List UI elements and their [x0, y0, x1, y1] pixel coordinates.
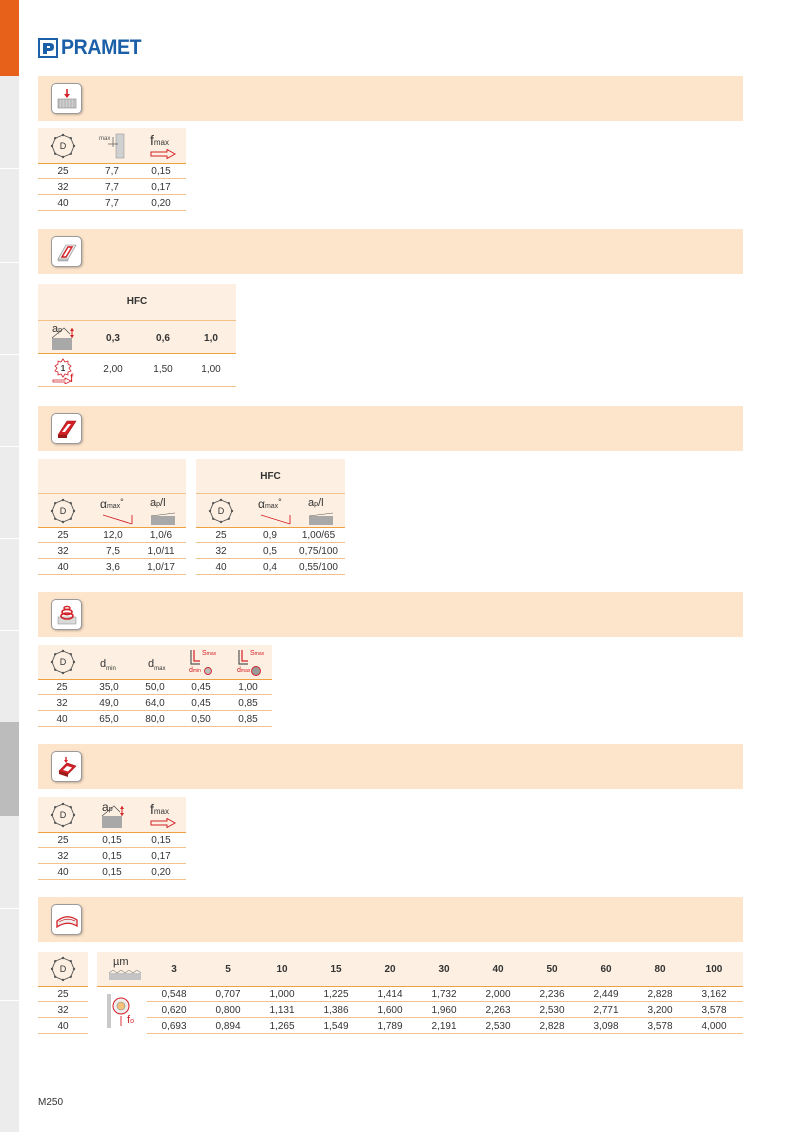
svg-text:D: D [217, 506, 225, 516]
alpha-max-icon: αmax° [258, 497, 298, 527]
hfc-title: HFC [126, 296, 148, 307]
table-cell: 7,7 [105, 166, 119, 177]
table-cell: 7,5 [106, 546, 120, 557]
roughness-value: 50 [546, 964, 558, 975]
table-cell: 2,828 [539, 1021, 565, 1032]
ramping-icon [51, 413, 82, 444]
ap-value: 0,6 [156, 333, 170, 344]
table-row [147, 1019, 743, 1034]
table-cell: 3,578 [701, 1005, 727, 1016]
roughness-value: 40 [492, 964, 504, 975]
table-cell: 1,414 [377, 989, 403, 1000]
table-cell: 50,0 [145, 682, 165, 693]
svg-text:D: D [59, 810, 67, 820]
feed-row [38, 354, 236, 387]
f-label: f [70, 371, 74, 385]
ap-label: ap [52, 323, 63, 335]
table-cell: 0,55/100 [299, 562, 338, 573]
helical-table [38, 645, 272, 727]
brand-logo [38, 36, 147, 60]
table-cell: 32 [57, 546, 69, 557]
table-cell: 0,45 [191, 682, 211, 693]
side-strip [0, 0, 19, 1132]
roughness-value: 60 [600, 964, 612, 975]
roughness-unit-icon: µm [109, 958, 141, 982]
table-row [38, 560, 186, 575]
table-header [38, 128, 186, 164]
table-cell: 0,894 [215, 1021, 241, 1032]
dmin-label: $d_{min}$ [100, 658, 116, 672]
roughness-value: 100 [705, 964, 723, 975]
roughness-value: 10 [276, 964, 288, 975]
section-ramp-band [38, 406, 743, 451]
hfc-title: HFC [260, 471, 281, 482]
table-cell: 2,449 [593, 989, 619, 1000]
table-cell: 0,85 [238, 698, 258, 709]
table-row [38, 196, 186, 211]
roughness-value: 3 [171, 964, 177, 975]
table-cell: 1,0/17 [147, 562, 175, 573]
table-cell: 1,789 [377, 1021, 403, 1032]
table-header [97, 952, 743, 987]
table-cell: 0,9 [263, 530, 277, 541]
table-cell: 3,200 [647, 1005, 673, 1016]
roughness-value: 20 [384, 964, 396, 975]
diameter-icon [50, 498, 76, 524]
pocket-table [38, 797, 186, 880]
smax-dmin-icon: Smax dmin [189, 650, 217, 674]
max-label: max [99, 136, 111, 142]
diameter-value: 25 [57, 989, 69, 1000]
table-row [38, 528, 186, 543]
diameter-value: 40 [57, 1021, 69, 1032]
diameter-icon [50, 649, 76, 675]
pramet-logo-icon [38, 38, 58, 58]
table-cell: 1,960 [431, 1005, 457, 1016]
table-row [38, 544, 186, 559]
table-row [38, 696, 272, 711]
table-cell: 25 [57, 835, 69, 846]
fmax-icon: fmax [150, 801, 180, 831]
table-header [38, 645, 272, 680]
max-depth-icon [98, 132, 128, 160]
table-cell: 3,162 [701, 989, 727, 1000]
table-cell: 25 [56, 682, 68, 693]
ap-per-length-icon: ap/l [150, 497, 184, 527]
section-helical-band [38, 592, 743, 637]
table-cell: 0,15 [102, 851, 122, 862]
table-cell: 1,265 [269, 1021, 295, 1032]
table-cell: 1,00 [238, 682, 258, 693]
ap-row [38, 320, 236, 354]
table-cell: 25 [57, 530, 69, 541]
table-cell: 2,530 [539, 1005, 565, 1016]
pocket-milling-icon [51, 751, 82, 782]
ap-per-length-icon: ap/l [308, 497, 342, 527]
table-cell: 1,000 [269, 989, 295, 1000]
svg-text:D: D [59, 657, 67, 667]
table-cell: 0,15 [151, 835, 171, 846]
table-cell: 0,15 [102, 867, 122, 878]
table-cell: 0,15 [102, 835, 122, 846]
table-cell: 1,600 [377, 1005, 403, 1016]
table-header [38, 493, 186, 528]
table-cell: 40 [57, 562, 69, 573]
table-cell: 32 [57, 182, 69, 193]
table-row [38, 712, 272, 727]
svg-text:1: 1 [60, 364, 66, 373]
table-cell: 2,530 [485, 1021, 511, 1032]
table-row [38, 849, 186, 864]
table-header [196, 493, 345, 528]
table-cell: 0,20 [151, 867, 171, 878]
table-cell: 2,191 [431, 1021, 457, 1032]
table-cell: 40 [56, 714, 68, 725]
diameter-icon [50, 802, 76, 828]
table-cell: 0,50 [191, 714, 211, 725]
table-cell: 0,707 [215, 989, 241, 1000]
table-cell: 1,225 [323, 989, 349, 1000]
table-cell: 0,800 [215, 1005, 241, 1016]
table-cell: 65,0 [99, 714, 119, 725]
table-row [196, 544, 345, 559]
feed-value: 1,50 [153, 364, 173, 375]
fmax-icon: fmax [150, 132, 180, 162]
table-cell: 2,263 [485, 1005, 511, 1016]
side-accent-tab [0, 0, 19, 76]
table-cell: 0,4 [263, 562, 277, 573]
ramp-table-left [38, 459, 186, 576]
table-cell: 0,693 [161, 1021, 187, 1032]
roughness-value: 30 [438, 964, 450, 975]
svg-text:D: D [59, 141, 67, 151]
table-header [38, 797, 186, 833]
surface-finish-icon [51, 904, 82, 935]
table-cell: 0,17 [151, 851, 171, 862]
svg-text:D: D [59, 506, 67, 516]
section-slot-band [38, 229, 743, 274]
plunge-table [38, 128, 186, 212]
table-row [196, 528, 345, 543]
finish-diameter-table [38, 952, 88, 1034]
ap-value: 1,0 [204, 333, 218, 344]
table-cell: 25 [57, 166, 69, 177]
table-cell: 2,000 [485, 989, 511, 1000]
table-cell: 4,000 [701, 1021, 727, 1032]
diameter-icon [50, 133, 76, 159]
table-cell: 40 [57, 867, 69, 878]
feed-roughness-icon: fo [105, 992, 139, 1030]
table-title-row [38, 284, 236, 320]
table-cell: 2,828 [647, 989, 673, 1000]
alpha-max-icon: αmax° [100, 497, 140, 527]
table-row [38, 865, 186, 880]
svg-text:D: D [59, 964, 67, 974]
side-divider [0, 1000, 19, 1001]
table-cell: 1,0/6 [149, 530, 173, 541]
finish-table [97, 952, 743, 1034]
table-cell: 2,236 [539, 989, 565, 1000]
section-finish-band [38, 897, 743, 942]
table-row [38, 180, 186, 195]
table-cell: 0,15 [151, 166, 171, 177]
table-cell: 3,6 [106, 562, 120, 573]
diameter-value: 32 [57, 1005, 69, 1016]
side-divider [0, 908, 19, 909]
table-cell: 0,620 [161, 1005, 187, 1016]
side-divider [0, 630, 19, 631]
table-cell: 1,549 [323, 1021, 349, 1032]
table-cell: 32 [57, 851, 69, 862]
table-cell: 3,098 [593, 1021, 619, 1032]
table-title-row [38, 459, 186, 493]
ramp-table-right [196, 459, 345, 576]
side-divider [0, 168, 19, 169]
table-cell: 1,0/11 [147, 546, 175, 557]
table-row [38, 1003, 88, 1018]
table-cell: 0,5 [263, 546, 277, 557]
slot-milling-icon [51, 236, 82, 267]
table-cell: 1,131 [269, 1005, 295, 1016]
table-header [38, 952, 88, 987]
table-row [38, 680, 272, 695]
table-row [38, 1019, 88, 1034]
table-title-row [196, 459, 345, 493]
side-divider [0, 446, 19, 447]
table-cell: 32 [215, 546, 227, 557]
section-pocket-band [38, 744, 743, 789]
table-row [38, 164, 186, 179]
smax-dmax-icon: Smax dmax [237, 650, 265, 674]
table-cell: 0,75/100 [299, 546, 338, 557]
table-row [38, 987, 88, 1002]
plunge-milling-icon [51, 83, 82, 114]
diameter-icon [50, 956, 76, 982]
dmax-label: $d_{max}$ [148, 658, 166, 672]
table-cell: 25 [215, 530, 227, 541]
feed-value: 2,00 [103, 364, 123, 375]
section-plunge-band [38, 76, 743, 121]
table-cell: 32 [56, 698, 68, 709]
table-cell: 35,0 [99, 682, 119, 693]
table-cell: 1,386 [323, 1005, 349, 1016]
roughness-value: 15 [330, 964, 342, 975]
roughness-value: 5 [225, 964, 231, 975]
table-cell: 0,20 [151, 198, 171, 209]
page-number: M250 [38, 1097, 64, 1108]
table-cell: 12,0 [103, 530, 123, 541]
brand-name: PRAMET [61, 36, 142, 59]
table-cell: 80,0 [145, 714, 165, 725]
helical-interpolation-icon [51, 599, 82, 630]
table-row [196, 560, 345, 575]
side-divider [0, 354, 19, 355]
table-cell: 40 [57, 198, 69, 209]
roughness-value: 80 [654, 964, 666, 975]
slot-table [38, 284, 236, 386]
table-cell: 0,548 [161, 989, 187, 1000]
depth-of-cut-icon: ap [100, 800, 128, 830]
table-cell: 2,771 [593, 1005, 619, 1016]
table-cell: 49,0 [99, 698, 119, 709]
table-cell: 0,17 [151, 182, 171, 193]
table-cell: 40 [215, 562, 227, 573]
side-divider [0, 538, 19, 539]
table-cell: 1,732 [431, 989, 457, 1000]
table-cell: 7,7 [105, 198, 119, 209]
ap-value: 0,3 [106, 333, 120, 344]
table-cell: 0,45 [191, 698, 211, 709]
table-cell: 7,7 [105, 182, 119, 193]
diameter-icon [208, 498, 234, 524]
side-active-tab[interactable] [0, 722, 19, 816]
table-row [147, 1003, 743, 1018]
side-divider [0, 262, 19, 263]
table-row [38, 833, 186, 848]
table-row [147, 987, 743, 1002]
table-cell: 3,578 [647, 1021, 673, 1032]
table-cell: 1,00/65 [301, 530, 336, 541]
feed-value: 1,00 [201, 364, 221, 375]
table-cell: 0,85 [238, 714, 258, 725]
table-cell: 64,0 [145, 698, 165, 709]
